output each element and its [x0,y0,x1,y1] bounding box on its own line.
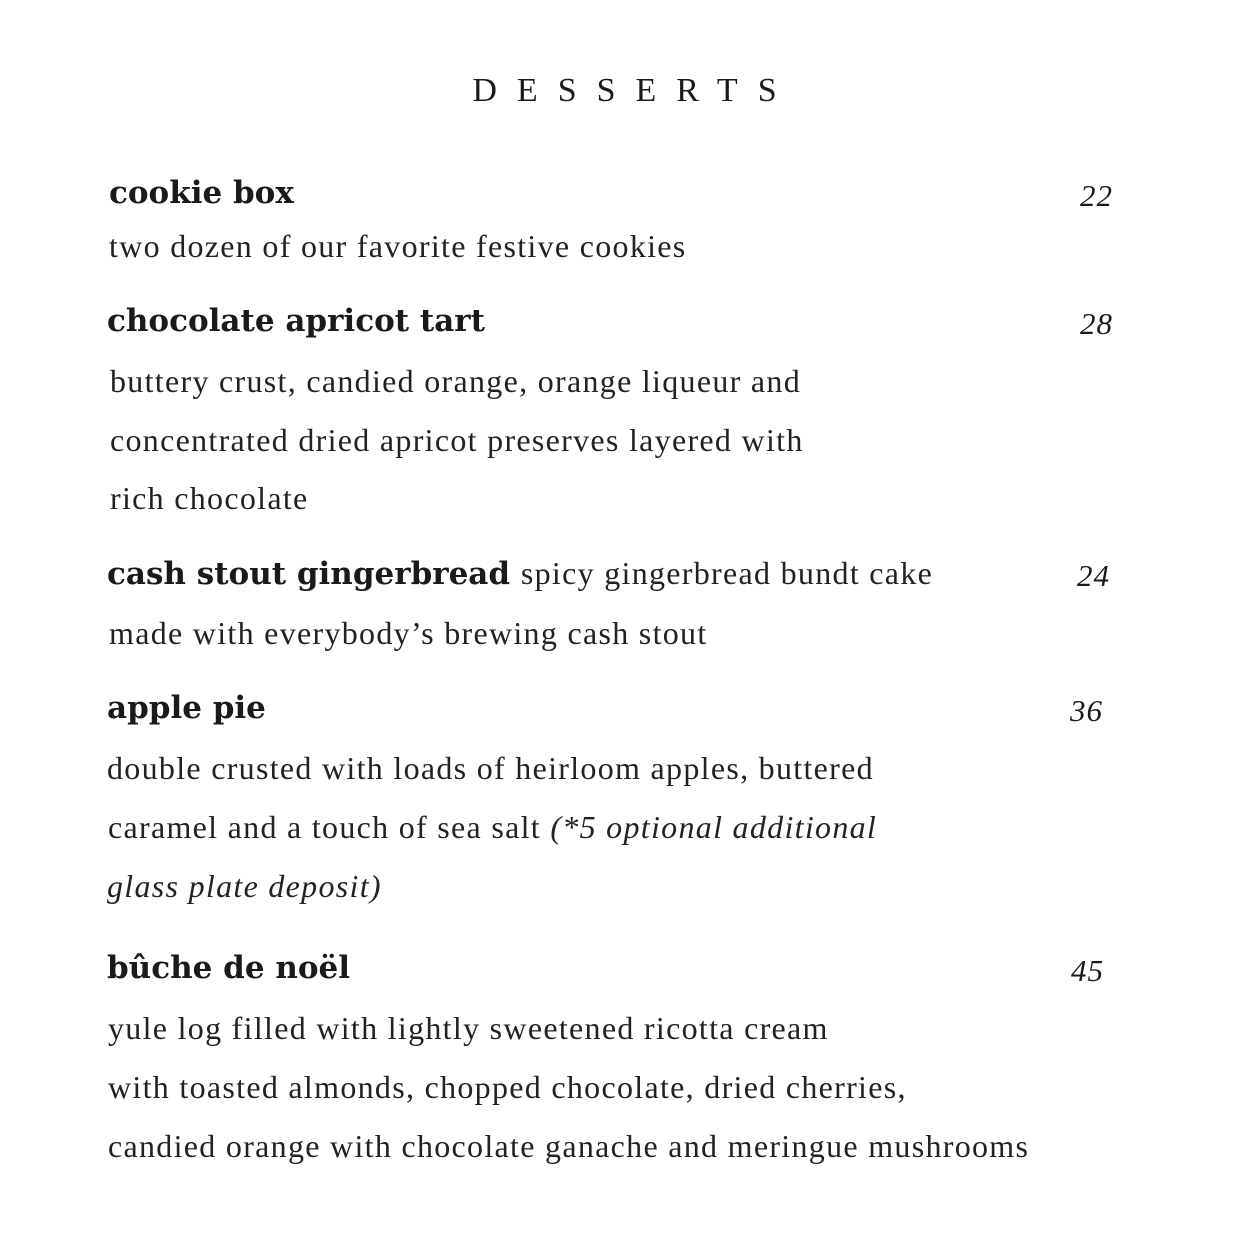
item-name: apple pie [107,690,266,726]
item-description-line: double crusted with loads of heirloom apples, buttered [107,750,874,786]
item-description-line: with toasted almonds, chopped chocolate, dried cherries, [108,1069,907,1105]
item-description-line: two dozen of our favorite festive cookies [109,228,687,264]
item-description-line: candied orange with chocolate ganache and meringue mushrooms [108,1128,1030,1164]
item-name-row [107,555,933,592]
item-price: 36 [1070,693,1103,728]
item-description-line: rich chocolate [110,480,309,516]
item-note-continued: glass plate deposit) [107,868,382,904]
item-name: chocolate apricot tart [107,303,485,339]
item-price: 28 [1080,306,1113,341]
item-inline-description: spicy gingerbread bundt cake [520,555,934,591]
item-note: (*5 optional additional [550,809,878,845]
item-description-text: caramel and a touch of sea salt [108,809,542,845]
menu-title: DESSERTS [472,72,797,109]
item-name: bûche de noël [107,950,351,986]
item-price: 45 [1071,953,1104,988]
item-price: 22 [1080,178,1113,213]
item-description-line: made with everybody’s brewing cash stout [109,615,708,651]
item-description-line [108,809,877,846]
item-description-line: buttery crust, candied orange, orange liqueur and [110,363,802,399]
item-description-line: concentrated dried apricot preserves layered with [110,422,804,458]
item-name: cookie box [109,175,294,211]
item-name: cash stout gingerbread [107,556,511,592]
item-description-line: yule log filled with lightly sweetened ricotta cream [108,1010,829,1046]
item-price: 24 [1077,558,1110,593]
